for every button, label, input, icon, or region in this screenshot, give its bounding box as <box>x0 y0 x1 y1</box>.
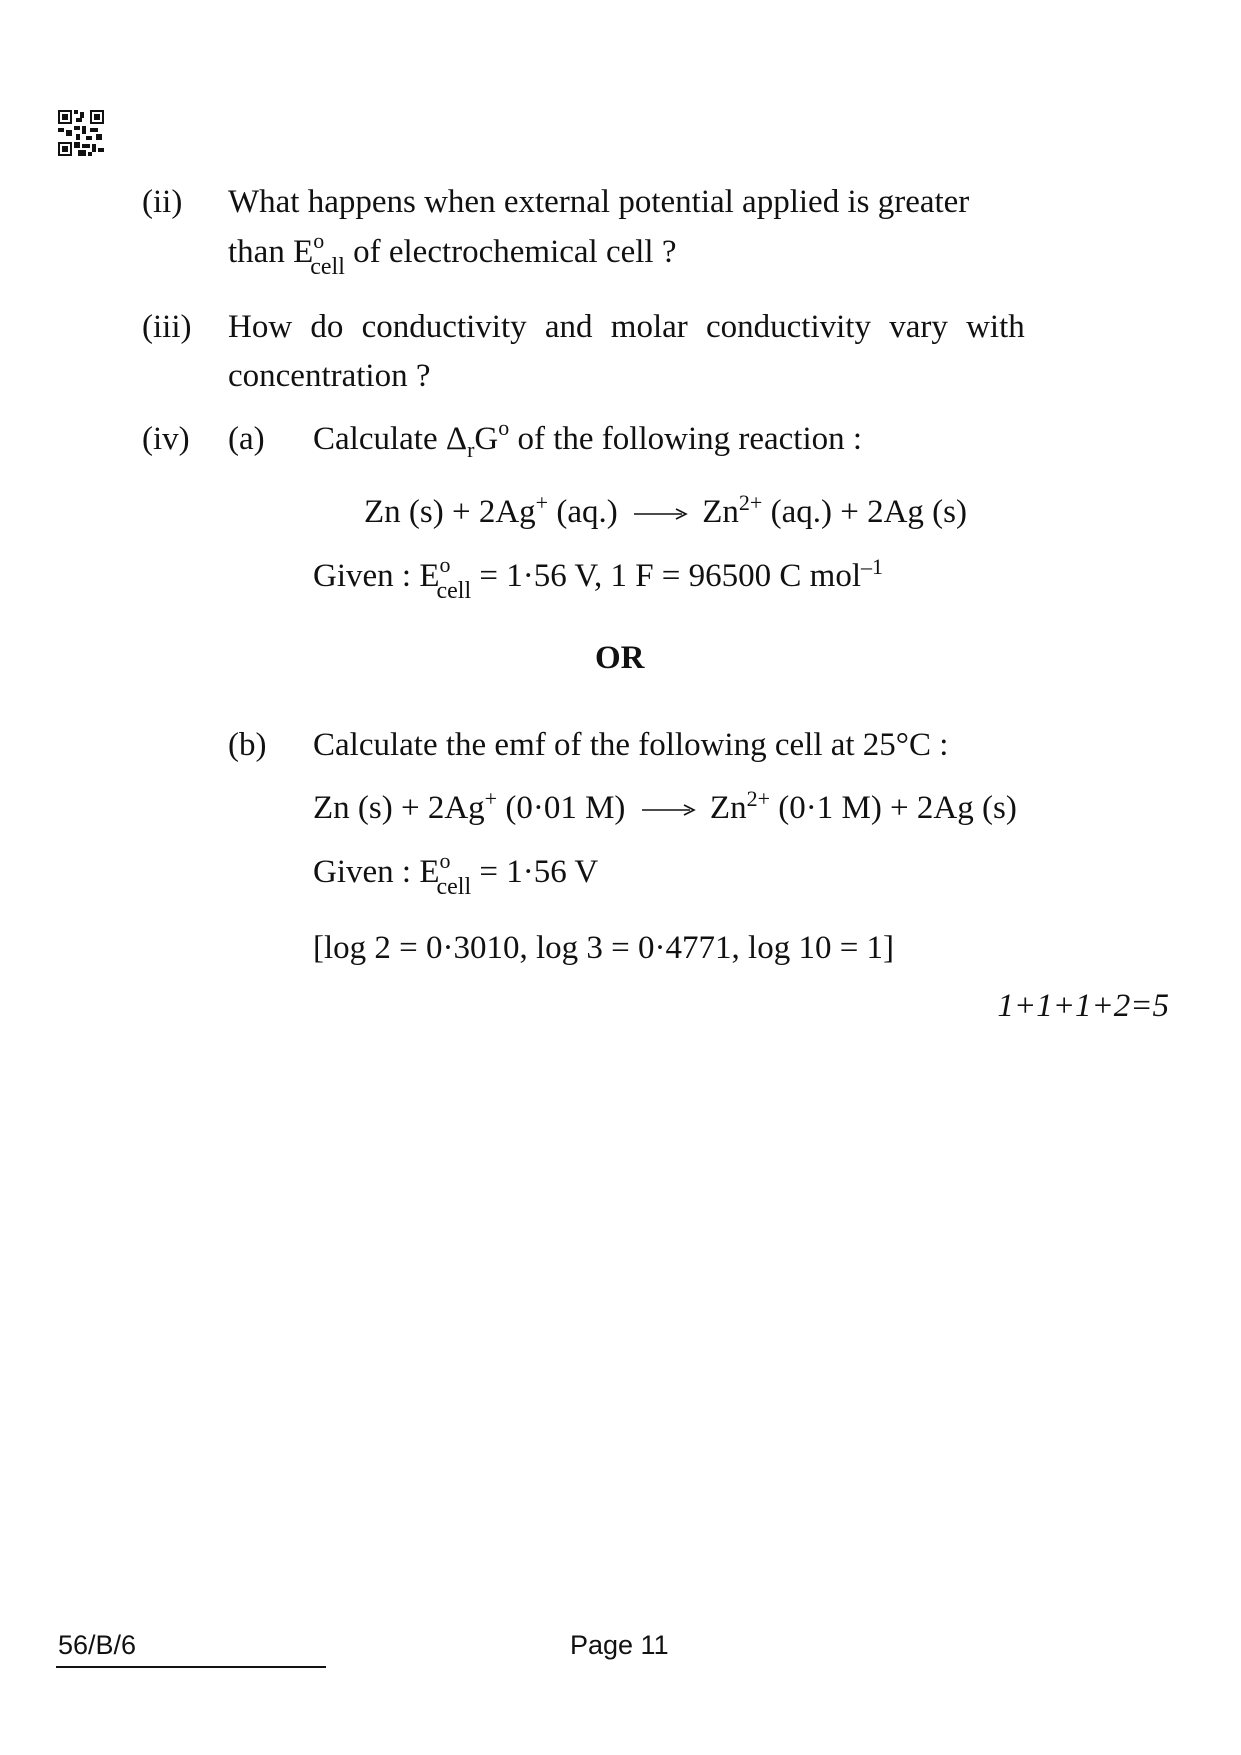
reaction-arrow-icon <box>632 504 688 524</box>
exponent-superscript: –1 <box>861 554 884 579</box>
text-segment: Calculate Δ <box>313 421 468 457</box>
text-segment: (0·01 M) <box>497 790 626 826</box>
text-segment: of the following reaction : <box>509 421 863 457</box>
part-a-label: (a) <box>228 421 265 457</box>
reaction-arrow-icon <box>640 800 696 820</box>
part-b-text: Calculate the emf of the following cell at 25°C : <box>313 727 949 763</box>
superscript-o: o <box>498 415 510 440</box>
question-ii-line2 <box>228 228 677 280</box>
footer-rule <box>56 1666 326 1668</box>
text-segment: Zn (s) + 2Ag <box>364 494 536 530</box>
subscript-cell: cell <box>436 578 472 604</box>
text-segment: (aq.) + 2Ag (s) <box>762 494 967 530</box>
subscript-cell: cell <box>310 254 345 280</box>
given-a <box>313 552 884 604</box>
part-a-text <box>313 415 863 462</box>
subscript-cell: cell <box>436 874 472 900</box>
superscript-o: o <box>439 848 451 873</box>
charge-superscript: 2+ <box>738 490 763 515</box>
text-segment: Given : E <box>313 558 440 594</box>
text-segment: = 1·56 V <box>471 854 599 890</box>
text-segment: Zn <box>702 494 739 530</box>
reaction-a-equation <box>364 490 967 531</box>
text-segment: Given : E <box>313 854 440 890</box>
subscript-r: r <box>467 437 475 462</box>
charge-superscript: 2+ <box>746 786 770 811</box>
text-segment: = 1·56 V, 1 F = 96500 C mol <box>471 558 862 594</box>
text-segment: of electrochemical cell ? <box>344 234 677 270</box>
question-iii-line2: concentration ? <box>228 358 431 394</box>
part-b-label: (b) <box>228 727 267 763</box>
or-separator: OR <box>595 640 645 676</box>
charge-superscript: + <box>535 490 549 515</box>
text-segment: Zn <box>709 790 747 826</box>
page-number: Page 11 <box>570 1630 669 1660</box>
charge-superscript: + <box>484 786 498 811</box>
marks-allocation: 1+1+1+2=5 <box>997 988 1169 1024</box>
question-ii-line1: What happens when external potential applied is greater <box>228 184 970 220</box>
question-number-iii: (iii) <box>142 309 192 345</box>
question-number-ii: (ii) <box>142 184 183 220</box>
reaction-b-equation <box>313 786 1017 827</box>
question-number-iv: (iv) <box>142 421 190 457</box>
question-iii-line1: How do conductivity and molar conductivity vary with <box>228 309 1025 345</box>
given-b <box>313 848 599 900</box>
text-segment: Zn (s) + 2Ag <box>313 790 485 826</box>
superscript-o: o <box>439 552 451 577</box>
superscript-o: o <box>313 228 325 253</box>
text-segment: (aq.) <box>548 494 618 530</box>
text-segment: (0·1 M) + 2Ag (s) <box>770 790 1017 826</box>
text-segment: G <box>474 421 499 457</box>
paper-code: 56/B/6 <box>58 1630 137 1660</box>
log-values: [log 2 = 0·3010, log 3 = 0·4771, log 10 = 1] <box>313 930 895 966</box>
text-segment: than E <box>228 234 314 270</box>
qr-code-icon <box>58 110 104 156</box>
